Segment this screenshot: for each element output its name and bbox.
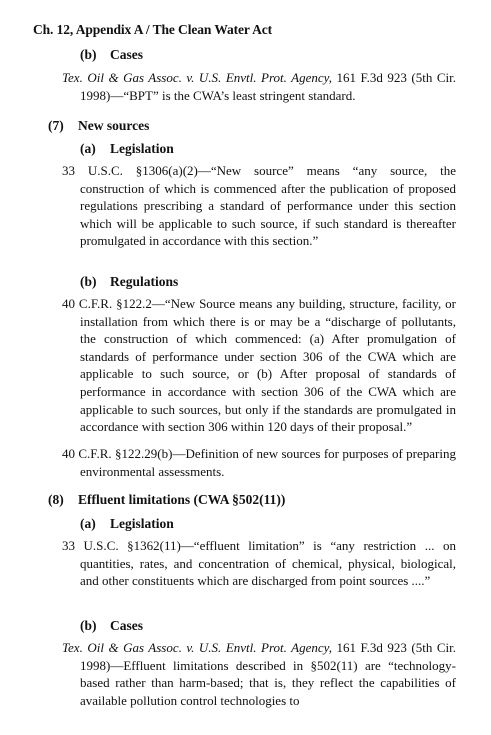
section-title: New sources	[78, 118, 150, 133]
case-name: Tex. Oil & Gas Assoc. v. U.S. Envtl. Prot. Agency,	[62, 640, 332, 655]
section-heading	[80, 516, 174, 532]
section-heading	[80, 618, 143, 634]
statute-entry	[62, 537, 456, 590]
section-heading	[80, 47, 143, 63]
entry-text: 33 U.S.C. §1362(11)—“effluent limitation” is “any restriction ... on quantities, rates, and concentration of chemical, physical, biological, and other constituents which are discharged from point sources ....”	[62, 538, 456, 589]
section-heading	[80, 274, 179, 290]
entry-text: 161 F.3d 923 (5th Cir. 1998)—“BPT” is the CWA’s least stringent standard.	[80, 70, 456, 103]
section-heading	[80, 141, 174, 157]
section-number: (a)	[80, 141, 96, 156]
section-number: (8)	[48, 492, 64, 507]
section-title: Effluent limitations (CWA §502(11))	[78, 492, 286, 507]
regulation-entry	[62, 295, 456, 436]
section-title: Legislation	[110, 141, 174, 156]
entry-text: 33 U.S.C. §1306(a)(2)—“New source” means “any source, the construction of which is commenced after the publication of proposed regulations prescribing a standard of performance under this section which will be applicable to such source, if such standard is thereafter promulgated in accordance with this section.”	[62, 163, 456, 249]
entry-text: 40 C.F.R. §122.2—“New Source means any building, structure, facility, or installation from which there is or may be a “discharge of pollutants, the construction of which commenced: (a) After promulgation of standards of performance under section 306 of the CWA which are applicable to such source, or (b) After proposal of standards of performance in accordance with section 306 of the CWA which are applicable to such sources, but only if the standards are promulgated in accordance with section 306 within 120 days of their proposal.”	[62, 296, 456, 435]
statute-entry	[62, 162, 456, 250]
section-heading	[48, 118, 150, 134]
section-number: (7)	[48, 118, 64, 133]
section-title: Cases	[110, 47, 143, 62]
section-number: (b)	[80, 47, 97, 62]
section-heading	[48, 492, 286, 508]
section-number: (b)	[80, 274, 97, 289]
regulation-entry	[62, 445, 456, 480]
section-number: (a)	[80, 516, 96, 531]
case-entry	[62, 639, 456, 709]
section-title: Regulations	[110, 274, 179, 289]
section-title: Legislation	[110, 516, 174, 531]
entry-text: 161 F.3d 923 (5th Cir. 1998)—Effluent limitations described in §502(11) are “technology-based rather than harm-based; that is, they reflect the capabilities of available pollution control technologies to	[80, 640, 456, 708]
section-number: (b)	[80, 618, 97, 633]
running-head: Ch. 12, Appendix A / The Clean Water Act	[33, 22, 273, 37]
entry-text: 40 C.F.R. §122.29(b)—Definition of new sources for purposes of preparing environmental assessments.	[62, 446, 456, 479]
section-title: Cases	[110, 618, 143, 633]
case-name: Tex. Oil & Gas Assoc. v. U.S. Envtl. Prot. Agency,	[62, 70, 332, 85]
case-entry	[62, 69, 456, 104]
